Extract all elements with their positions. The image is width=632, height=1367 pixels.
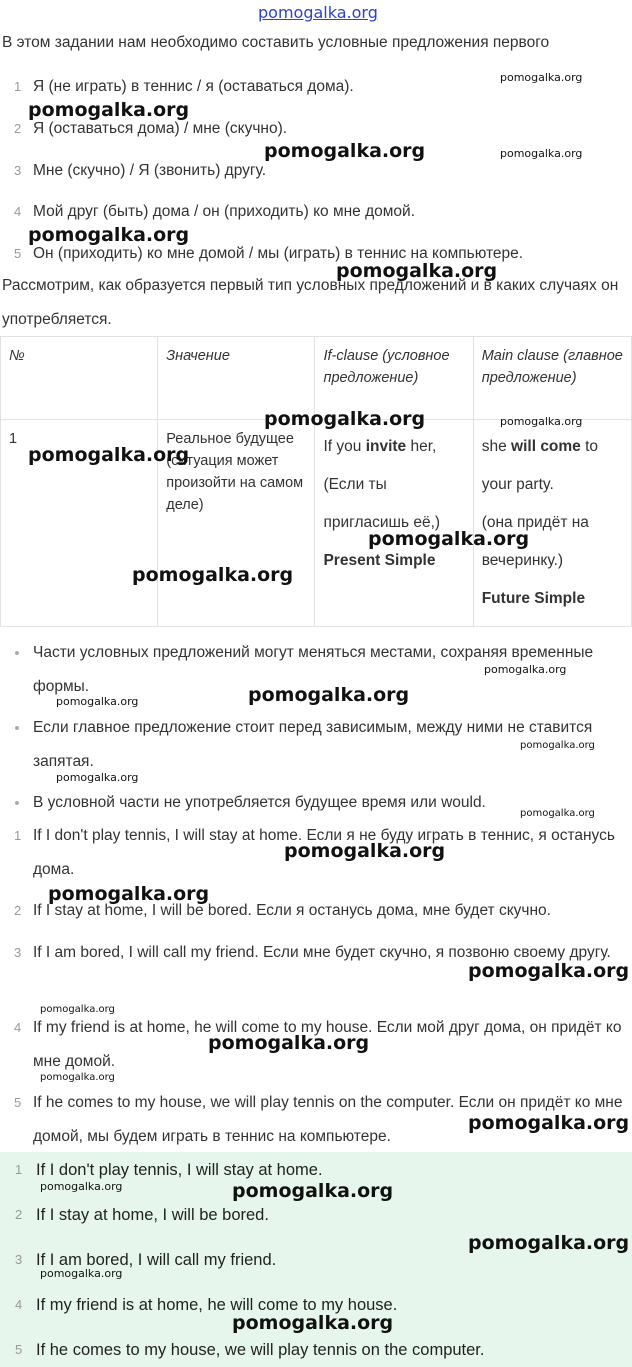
if-translation: (Если ты пригласишь её,) [323,476,441,531]
item-number: 3 [14,945,22,960]
bullet-dot [15,801,19,805]
header-main-clause: Main clause (главное предложение) [473,337,631,420]
item-text: If my friend is at home, he will come to my house. [36,1296,398,1314]
grammar-table [0,336,632,627]
bullet-text: Если главное предложение стоит перед зависимым, между ними не ставится запятая. [33,719,593,770]
watermark: pomogalka.org [520,808,595,819]
bullet-text: В условной части не употребляется будущее время или would. [33,794,486,811]
watermark: pomogalka.org [48,883,210,905]
watermark: pomogalka.org [232,1180,394,1202]
watermark: pomogalka.org [520,740,595,751]
item-number: 1 [14,79,22,94]
item-number: 2 [14,121,22,136]
watermark: pomogalka.org [484,663,567,676]
watermark: pomogalka.org [468,1232,630,1254]
item-number: 2 [14,903,22,918]
item-number: 1 [15,1162,23,1177]
item-text: Он (приходить) ко мне домой / мы (играть) в теннис на компьютере. [33,245,524,262]
if-example: If you invite her, [323,438,437,455]
main-translation: (она придёт на вечеринку.) [481,514,589,569]
item-number: 2 [15,1207,23,1222]
item-number: 3 [15,1252,23,1267]
item-text: Мой друг (быть) дома / он (приходить) ко мне домой. [33,203,416,220]
item-number: 4 [14,1020,22,1035]
watermark: pomogalka.org [40,1004,115,1015]
cell-if-clause [315,420,473,627]
watermark: pomogalka.org [40,1072,115,1083]
item-text: If I don't play tennis, I will stay at home. Если я не буду играть в теннис, я останусь дома. [33,827,615,878]
watermark: pomogalka.org [28,99,190,121]
item-text: If my friend is at home, he will come to my house. Если мой друг дома, он придёт ко мне домой. [33,1019,622,1070]
watermark: pomogalka.org [500,415,583,428]
watermark: pomogalka.org [132,564,294,586]
header-if-clause: If-clause (условное предложение) [315,337,473,420]
item-number: 5 [15,1342,23,1357]
header-number: № [1,337,158,420]
watermark: pomogalka.org [500,147,583,160]
cell-number: 1 [1,420,158,627]
watermark: pomogalka.org [500,71,583,84]
watermark: pomogalka.org [232,1312,394,1334]
consider-text: Рассмотрим, как образуется первый тип условных предложений и в каких случаях он употребляется. [2,277,619,328]
watermark: pomogalka.org [264,140,426,162]
watermark: pomogalka.org [264,408,426,430]
item-number: 5 [14,1095,22,1110]
item-text: If I am bored, I will call my friend. [36,1251,277,1269]
cell-meaning: Реальное будущее (ситуация может произойти на самом деле) [158,420,315,627]
watermark: pomogalka.org [208,1032,370,1054]
site-link[interactable]: pomogalka.org [258,3,378,22]
bullet-dot [15,651,19,655]
bullet-text: Части условных предложений могут меняться местами, сохраняя временные формы. [33,644,594,695]
item-number: 4 [14,204,22,219]
watermark: pomogalka.org [336,260,498,282]
if-tense: Present Simple [323,552,436,569]
item-text: If he comes to my house, we will play tennis on the computer. [36,1341,485,1359]
watermark: pomogalka.org [468,1112,630,1134]
item-text: If I stay at home, I will be bored. Если я останусь дома, мне будет скучно. [33,902,551,919]
intro-text: В этом задании нам необходимо составить условные предложения первого [2,34,550,51]
item-text: If I don't play tennis, I will stay at home. [36,1161,323,1179]
watermark: pomogalka.org [28,444,190,466]
main-example: she will come to your party. [481,438,599,493]
item-number: 3 [14,163,22,178]
watermark: pomogalka.org [284,840,446,862]
watermark: pomogalka.org [368,528,530,550]
main-tense: Future Simple [481,590,586,607]
watermark: pomogalka.org [28,224,190,246]
item-text: Мне (скучно) / Я (звонить) другу. [33,162,267,179]
header-meaning: Значение [158,337,315,420]
watermark: pomogalka.org [56,695,139,708]
item-text: If I am bored, I will call my friend. Если мне будет скучно, я позвоню своему другу. [33,944,611,961]
cell-main-clause [473,420,631,627]
watermark: pomogalka.org [248,684,410,706]
watermark: pomogalka.org [468,960,630,982]
watermark: pomogalka.org [40,1267,123,1280]
watermark: pomogalka.org [56,771,139,784]
item-number: 5 [14,246,22,261]
item-text: If he comes to my house, we will play tennis on the computer. Если он придёт ко мне домой, мы будем играть в теннис на компьютере. [33,1094,623,1145]
watermark: pomogalka.org [40,1180,123,1193]
item-text: Я (оставаться дома) / мне (скучно). [33,120,288,137]
item-number: 1 [14,828,22,843]
item-number: 4 [15,1297,23,1312]
item-text: Я (не играть) в теннис / я (оставаться дома). [33,78,354,95]
item-text: If I stay at home, I will be bored. [36,1206,269,1224]
bullet-dot [15,726,19,730]
